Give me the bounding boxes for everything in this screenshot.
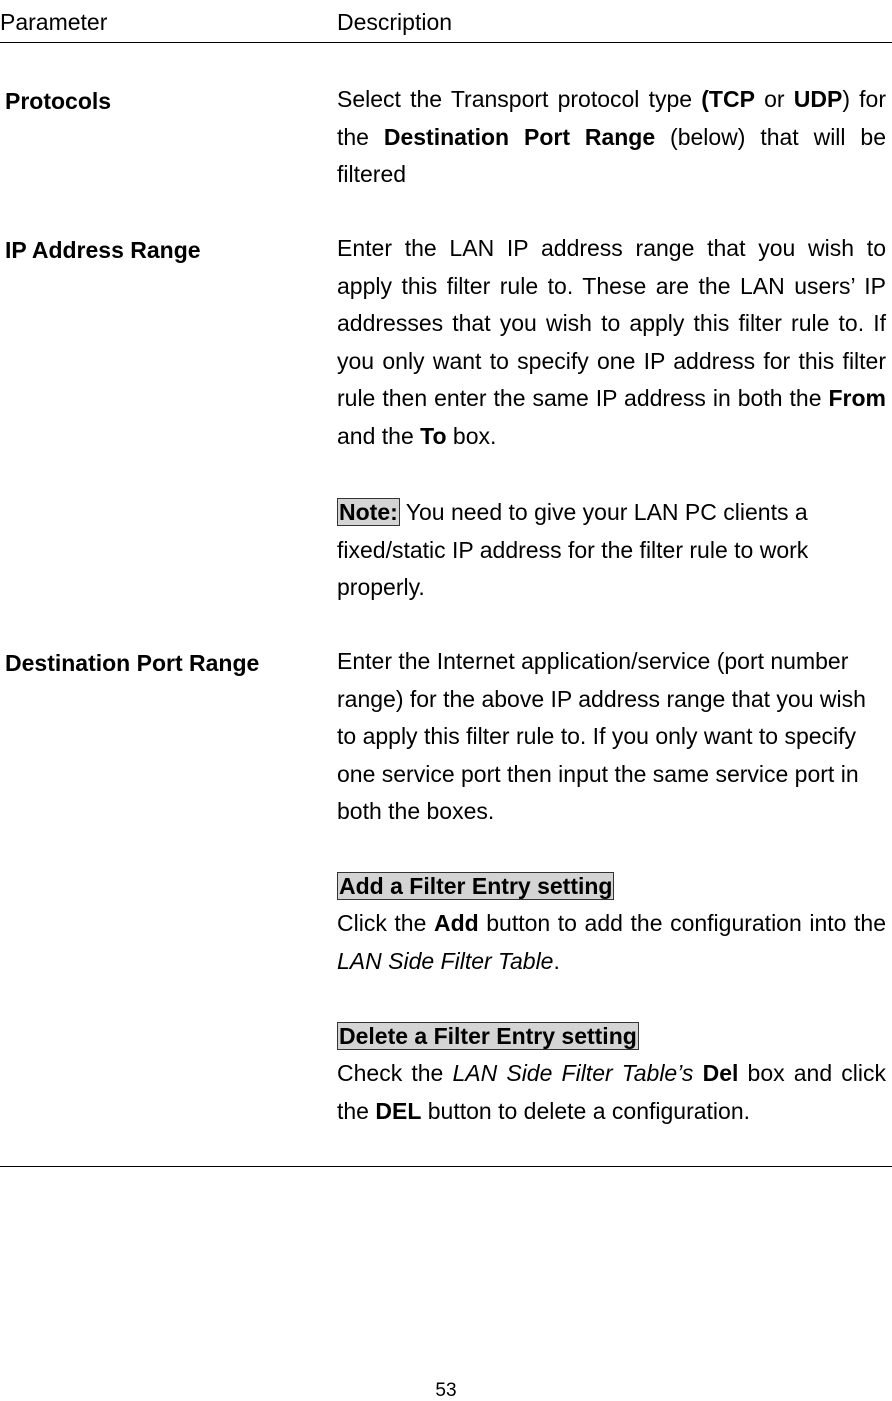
note-ip-address-range (337, 494, 877, 607)
delete-filter-heading-line (337, 1018, 886, 1056)
text-italic: LAN Side Filter Table (337, 947, 554, 974)
text: Enter the LAN IP address range that you wish to apply this filter rule to. These are the LAN users’ IP addresses that you wish to apply this filter rule to. If you only want to specify one IP address for this filter rule then enter the same IP address in both the (337, 235, 886, 411)
text-bold: DEL (375, 1097, 422, 1124)
param-ip-address-range: IP Address Range (5, 237, 201, 263)
add-filter-heading: Add a Filter Entry setting (339, 873, 613, 899)
note-text: You need to give your LAN PC clients a fixed/static IP address for the filter rule to work properly. (337, 499, 809, 600)
desc-destination-port-range: Enter the Internet application/service (port number range) for the above IP address range that you wish to apply this filter rule to. If you only want to specify one service port then input the same service port in both the boxes. (337, 648, 866, 824)
add-filter-heading-line (337, 868, 886, 906)
text: Check the (337, 1060, 453, 1086)
text: button to delete a configuration. (421, 1097, 751, 1124)
desc-protocols (337, 81, 886, 194)
text: and the (337, 422, 421, 449)
text-bold: Add (433, 910, 479, 936)
text-bold: From (828, 385, 886, 411)
text-bold: To (420, 422, 447, 449)
param-protocols: Protocols (5, 88, 112, 114)
text: button to add the configuration into the (478, 910, 886, 936)
note-label: Note: (339, 499, 398, 525)
delete-filter-text (337, 1055, 886, 1130)
text-bold: Destination Port Range (383, 123, 656, 150)
text: Click the (337, 910, 434, 936)
text-italic: LAN Side Filter Table’s (452, 1060, 694, 1086)
text: . (553, 947, 560, 974)
text: ) for the (337, 86, 887, 150)
header-divider (0, 42, 892, 43)
add-filter-text (337, 905, 886, 980)
text: Select the Transport protocol type (337, 86, 702, 112)
desc-ip-address-range (337, 230, 886, 455)
text-bold: UDP (793, 86, 843, 112)
text: or (754, 86, 794, 112)
text: (below) that will be filtered (337, 123, 886, 187)
page-number: 53 (435, 1380, 457, 1401)
column-header-parameter: Parameter (0, 9, 108, 35)
text: box and click the (337, 1060, 886, 1124)
param-destination-port-range: Destination Port Range (5, 650, 260, 676)
text-bold: (TCP (701, 86, 755, 112)
delete-filter-heading: Delete a Filter Entry setting (339, 1023, 637, 1049)
table-bottom-divider (0, 1166, 892, 1167)
text: box. (446, 422, 497, 449)
column-header-description: Description (337, 9, 453, 35)
text-bold: Del (702, 1060, 739, 1086)
text (693, 1060, 702, 1086)
